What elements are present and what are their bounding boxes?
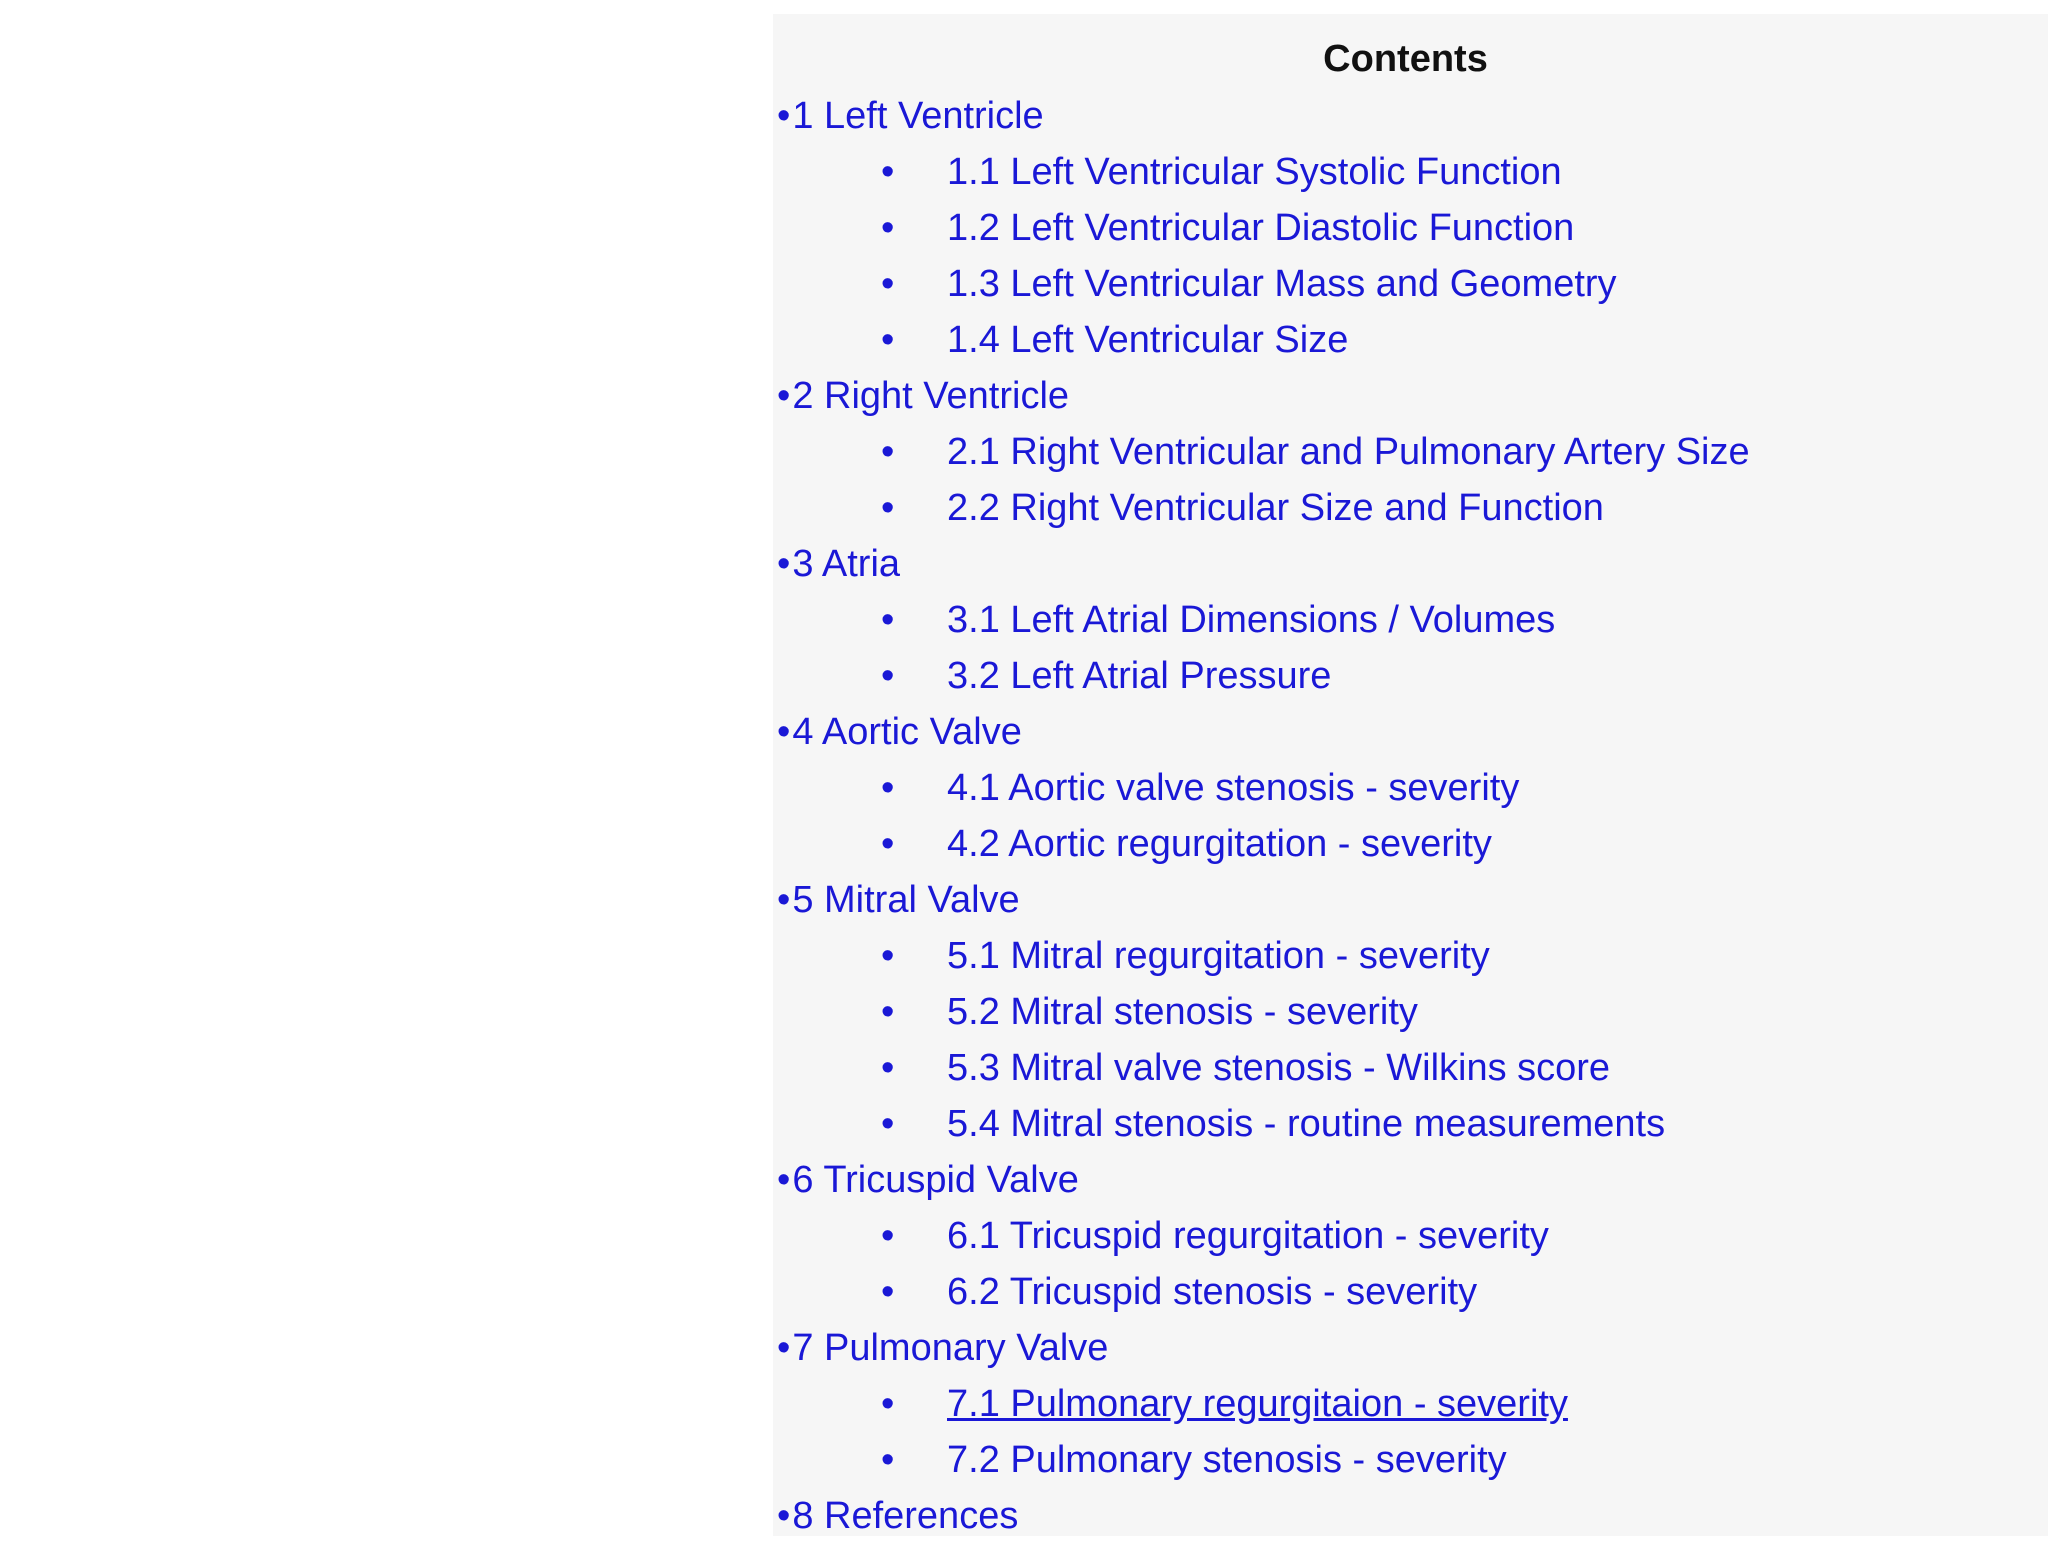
toc-link[interactable]: 2.1 Right Ventricular and Pulmonary Artery Size [947,431,1750,473]
contents-title: Contents [1323,38,1488,80]
toc-item[interactable] [773,928,1750,984]
bullet-icon: • [881,767,895,809]
contents-panel [773,14,2048,1536]
toc-link[interactable]: 2 Right Ventricle [792,375,1070,417]
toc-item[interactable] [773,256,1750,312]
bullet-icon: • [777,879,791,921]
toc-link[interactable]: 5.3 Mitral valve stenosis - Wilkins score [947,1047,1611,1089]
bullet-icon: • [881,1271,895,1313]
toc-link-hovered[interactable]: 7.1 Pulmonary regurgitaion - severity [947,1383,1568,1425]
toc-link[interactable]: 1.3 Left Ventricular Mass and Geometry [947,263,1617,305]
toc-link[interactable]: 3 Atria [792,543,901,585]
bullet-icon: • [881,431,895,473]
bullet-icon: • [881,1047,895,1089]
toc-item[interactable] [773,1376,1750,1432]
bullet-icon: • [881,1103,895,1145]
bullet-icon: • [777,1495,791,1537]
table-of-contents [773,88,1750,1544]
toc-item[interactable] [773,1096,1750,1152]
toc-link[interactable]: 7 Pulmonary Valve [792,1327,1109,1369]
bullet-icon: • [777,375,791,417]
toc-link[interactable]: 3.2 Left Atrial Pressure [947,655,1332,697]
bullet-icon: • [881,1439,895,1481]
bullet-icon: • [777,543,791,585]
toc-item[interactable] [773,1208,1750,1264]
toc-item[interactable] [773,424,1750,480]
toc-item[interactable] [773,1320,1750,1376]
bullet-icon: • [881,823,895,865]
toc-item[interactable] [773,368,1750,424]
toc-item[interactable] [773,536,1750,592]
toc-item[interactable] [773,312,1750,368]
toc-link[interactable]: 1 Left Ventricle [792,95,1044,137]
toc-link[interactable]: 3.1 Left Atrial Dimensions / Volumes [947,599,1556,641]
toc-item[interactable] [773,760,1750,816]
bullet-icon: • [881,207,895,249]
bullet-icon: • [881,991,895,1033]
toc-link[interactable]: 1.2 Left Ventricular Diastolic Function [947,207,1575,249]
toc-link[interactable]: 5.1 Mitral regurgitation - severity [947,935,1490,977]
toc-link[interactable]: 4.2 Aortic regurgitation - severity [947,823,1492,865]
bullet-icon: • [881,1383,895,1425]
bullet-icon: • [881,487,895,529]
toc-item[interactable] [773,816,1750,872]
bullet-icon: • [881,599,895,641]
toc-item[interactable] [773,1432,1750,1488]
toc-item[interactable] [773,984,1750,1040]
toc-item[interactable] [773,1152,1750,1208]
toc-item[interactable] [773,1040,1750,1096]
toc-link[interactable]: 4.1 Aortic valve stenosis - severity [947,767,1520,809]
toc-item[interactable] [773,200,1750,256]
toc-link[interactable]: 5.4 Mitral stenosis - routine measurements [947,1103,1666,1145]
toc-link[interactable]: 7.2 Pulmonary stenosis - severity [947,1439,1507,1481]
toc-item[interactable] [773,872,1750,928]
bullet-icon: • [881,1215,895,1257]
toc-link[interactable]: 1.4 Left Ventricular Size [947,319,1349,361]
toc-item[interactable] [773,704,1750,760]
toc-link[interactable]: 6 Tricuspid Valve [792,1159,1079,1201]
toc-item[interactable] [773,480,1750,536]
bullet-icon: • [881,151,895,193]
toc-link[interactable]: 6.1 Tricuspid regurgitation - severity [947,1215,1549,1257]
toc-item[interactable] [773,592,1750,648]
bullet-icon: • [881,263,895,305]
toc-link[interactable]: 2.2 Right Ventricular Size and Function [947,487,1604,529]
toc-item[interactable] [773,144,1750,200]
bullet-icon: • [881,655,895,697]
bullet-icon: • [777,1327,791,1369]
bullet-icon: • [777,1159,791,1201]
toc-link[interactable]: 6.2 Tricuspid stenosis - severity [947,1271,1478,1313]
bullet-icon: • [881,319,895,361]
bullet-icon: • [881,935,895,977]
toc-item[interactable] [773,648,1750,704]
toc-link[interactable]: 5 Mitral Valve [792,879,1020,921]
toc-link[interactable]: 4 Aortic Valve [792,711,1022,753]
toc-item[interactable] [773,1264,1750,1320]
bullet-icon: • [777,95,791,137]
toc-item[interactable] [773,88,1750,144]
bullet-icon: • [777,711,791,753]
toc-link[interactable]: 1.1 Left Ventricular Systolic Function [947,151,1562,193]
toc-link[interactable]: 8 References [792,1495,1019,1537]
toc-link[interactable]: 5.2 Mitral stenosis - severity [947,991,1418,1033]
